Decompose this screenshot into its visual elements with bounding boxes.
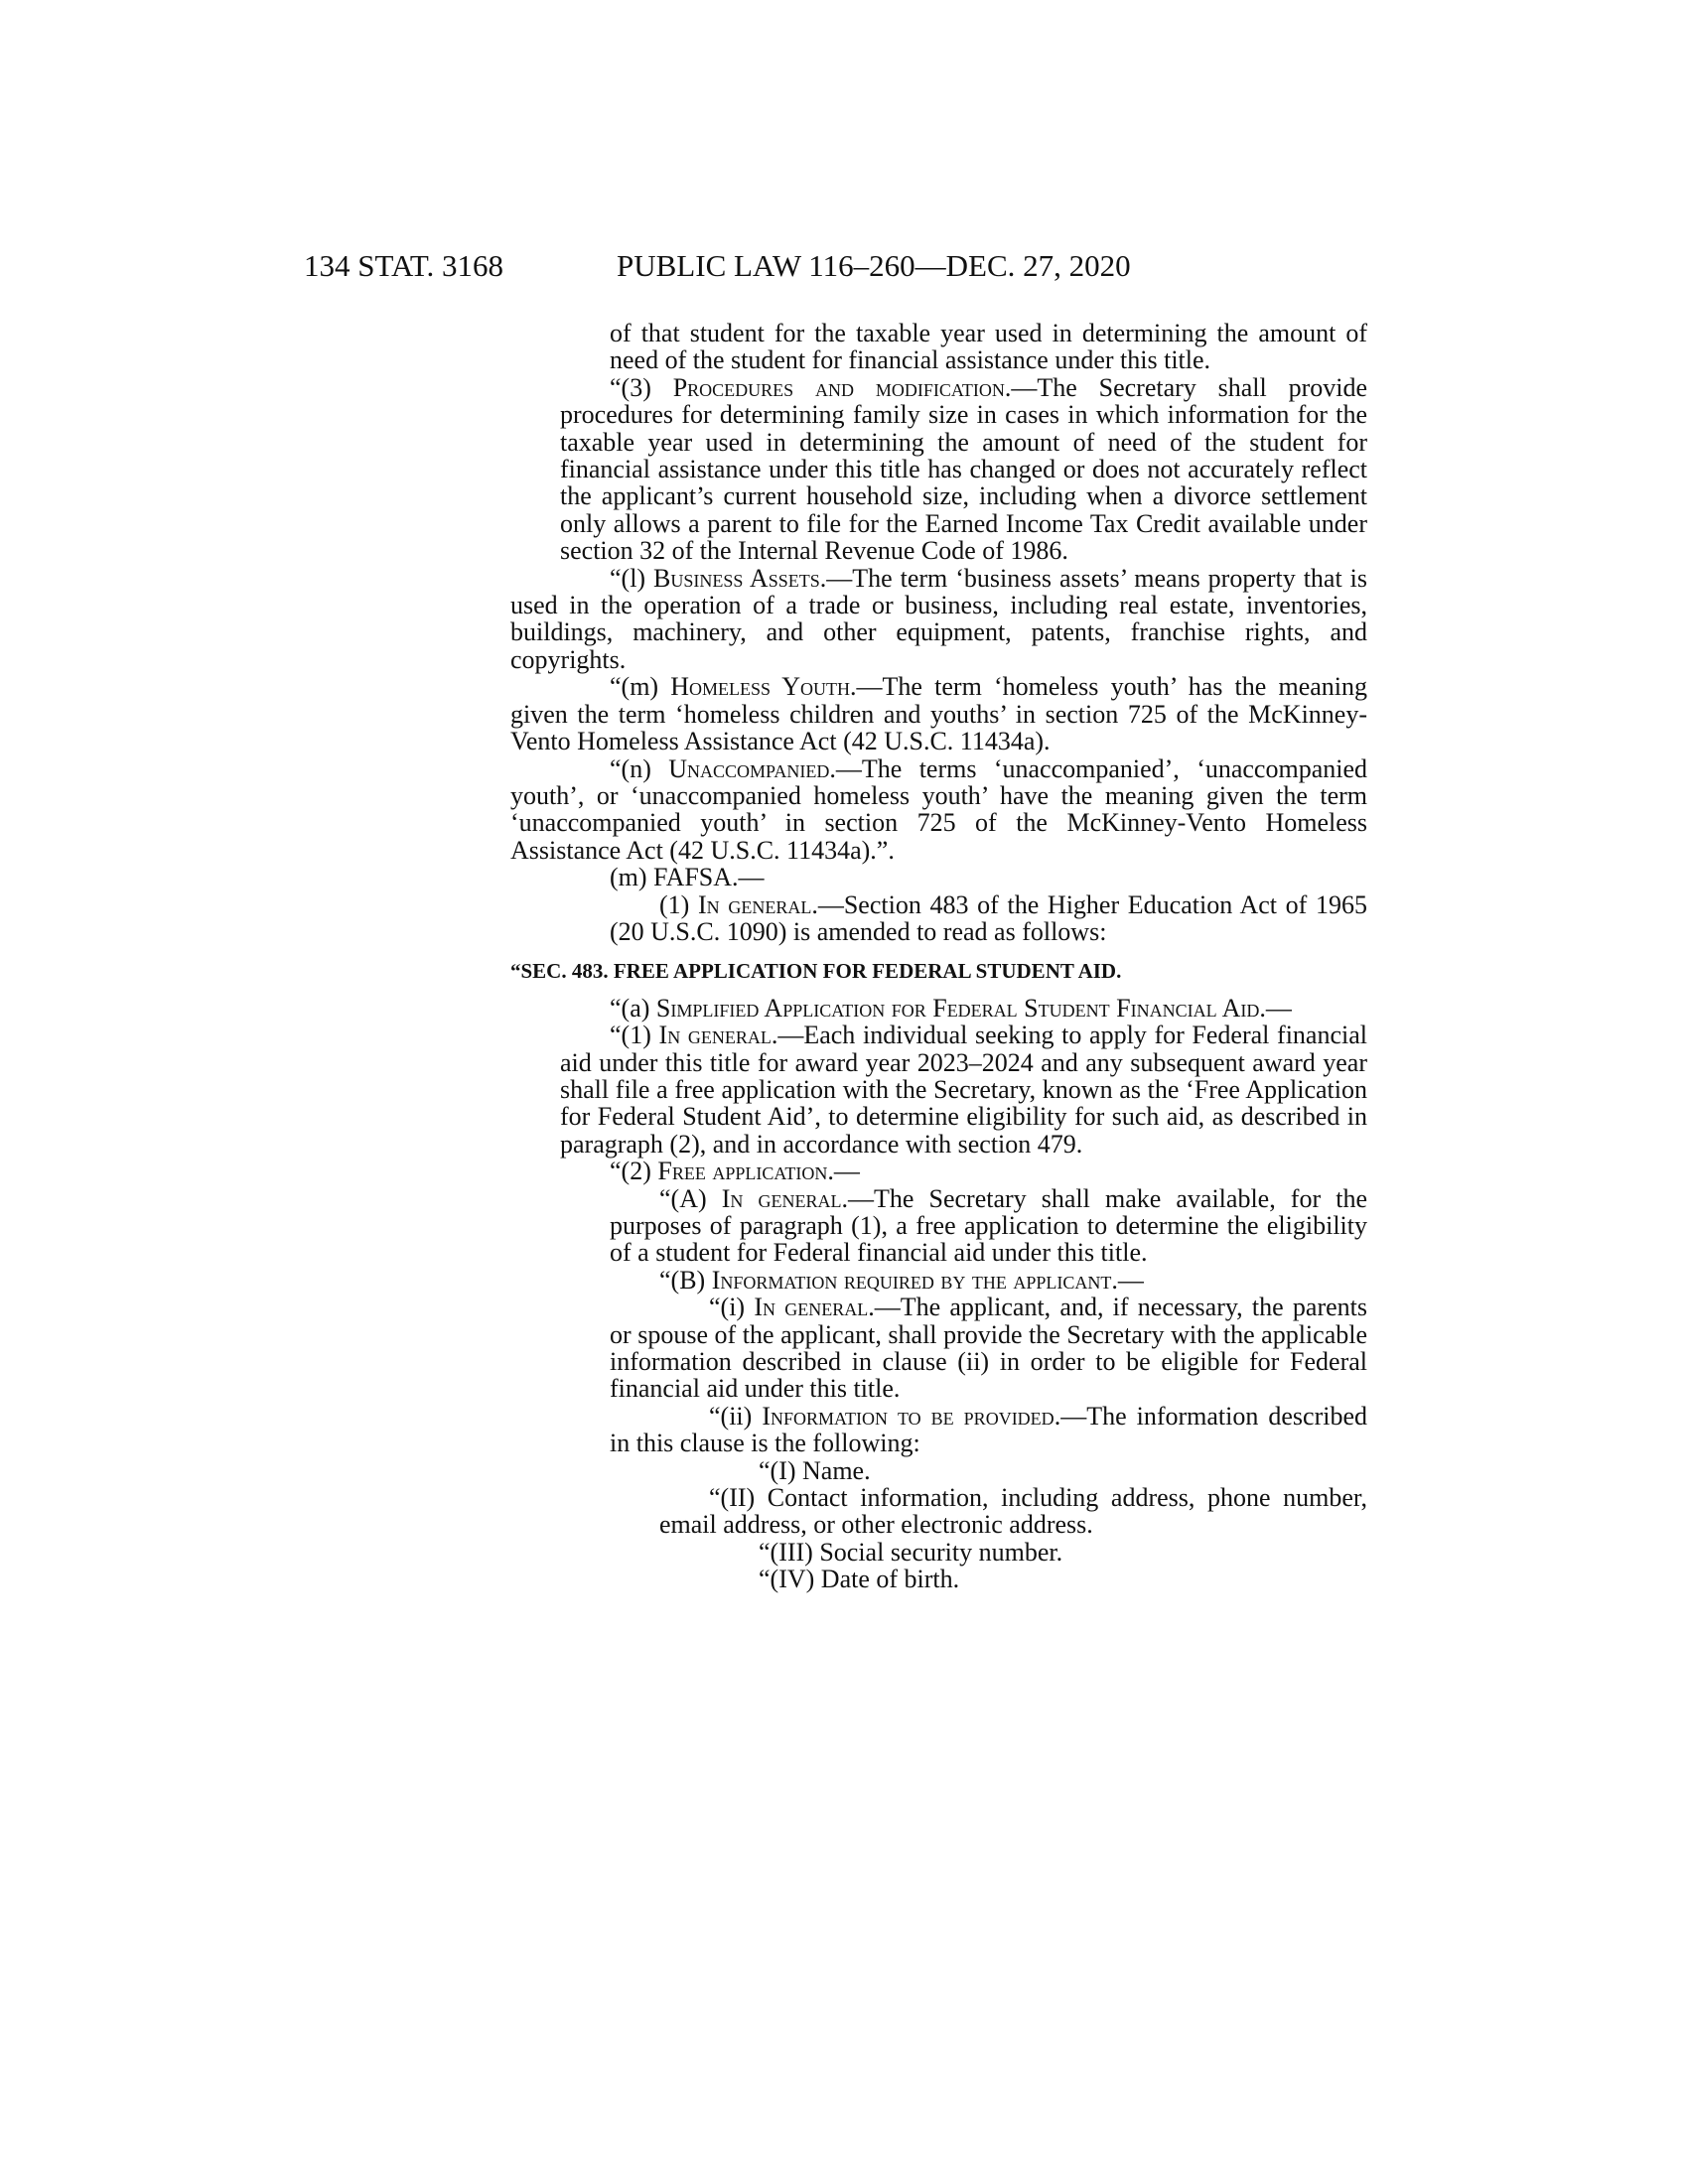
subparagraph-a-in-general: “(A) In general.—The Secretary shall make available, for the purposes of paragraph (1), a free application to determine the eligibility of a student for Federal financial aid under this title. bbox=[610, 1183, 1367, 1268]
page-stat-number: 134 STAT. 3168 bbox=[304, 248, 504, 283]
subparagraph-b-information-required: “(B) Information required by the applicant.— bbox=[659, 1265, 1144, 1295]
paragraph-1-amendment: (1) In general.—Section 483 of the Higher Education Act of 1965 (20 U.S.C. 1090) is amended to read as follows: bbox=[610, 889, 1367, 946]
subsection-l-business-assets: “(l) Business Assets.—The term ‘business assets’ means property that is used in the operation of a trade or business, including real estate, inventories, buildings, machinery, and other equipment, patents, franchise rights, and copyrights. bbox=[510, 563, 1367, 674]
paragraph-3-procedures: “(3) Procedures and modification.—The Secretary shall provide procedures for determining family size in cases in which information for the taxable year used in determining the amount of need of the student for financial assistance under this title has changed or does not accurately reflect the applicant’s current household size, including when a divorce settlement only allows a parent to file for the Earned Income Tax Credit available under section 32 of the Internal Revenue Code of 1986. bbox=[560, 372, 1367, 566]
running-header bbox=[304, 246, 1367, 286]
subclause-iii-ssn: “(III) Social security number. bbox=[759, 1537, 1063, 1567]
document-body bbox=[510, 320, 1367, 1593]
continued-paragraph: of that student for the taxable year used in determining the amount of need of the student for financial assistance under this title. bbox=[610, 319, 1367, 375]
subsection-m-fafsa: (m) FAFSA.— bbox=[610, 863, 765, 892]
paragraph-2-free-application: “(2) Free application.— bbox=[610, 1157, 860, 1186]
subsection-a-simplified-application: “(a) Simplified Application for Federal Student Financial Aid.— bbox=[610, 993, 1292, 1023]
paragraph-1-in-general: “(1) In general.—Each individual seeking to apply for Federal financial aid under this title for award year 2023–2024 and any subsequent award year shall file a free application with the Secretary, known as the ‘Free Application for Federal Student Aid’, to determine eligibility for such aid, as described in paragraph (2), and in accordance with section 479. bbox=[560, 1021, 1367, 1159]
clause-ii-information-provided: “(ii) Information to be provided.—The information described in this clause is the following: bbox=[610, 1401, 1367, 1458]
subclause-ii-contact: “(II) Contact information, including address, phone number, email address, or other electronic address. bbox=[659, 1483, 1367, 1540]
subsection-n-unaccompanied: “(n) Unaccompanied.—The terms ‘unaccompanied’, ‘unaccompanied youth’, or ‘unaccompanied homeless youth’ have the meaning given the term ‘unaccompanied youth’ in section 725 of the McKinney-Vento Homeless Assistance Act (42 U.S.C. 11434a).”. bbox=[510, 753, 1367, 865]
public-law-title: PUBLIC LAW 116–260—DEC. 27, 2020 bbox=[617, 248, 1131, 283]
section-483-heading: “SEC. 483. FREE APPLICATION FOR FEDERAL STUDENT AID. bbox=[510, 959, 1122, 984]
clause-i-in-general: “(i) In general.—The applicant, and, if necessary, the parents or spouse of the applicant, shall provide the Secretary with the applicable information described in clause (ii) in order to be eligible for Federal financial aid under this title. bbox=[610, 1293, 1367, 1404]
subclause-i-name: “(I) Name. bbox=[759, 1455, 871, 1485]
subclause-iv-dob: “(IV) Date of birth. bbox=[759, 1565, 960, 1594]
subsection-m-homeless-youth: “(m) Homeless Youth.—The term ‘homeless youth’ has the meaning given the term ‘homeless children and youths’ in section 725 of the McKinney-Vento Homeless Assistance Act (42 U.S.C. 11434a). bbox=[510, 672, 1368, 756]
